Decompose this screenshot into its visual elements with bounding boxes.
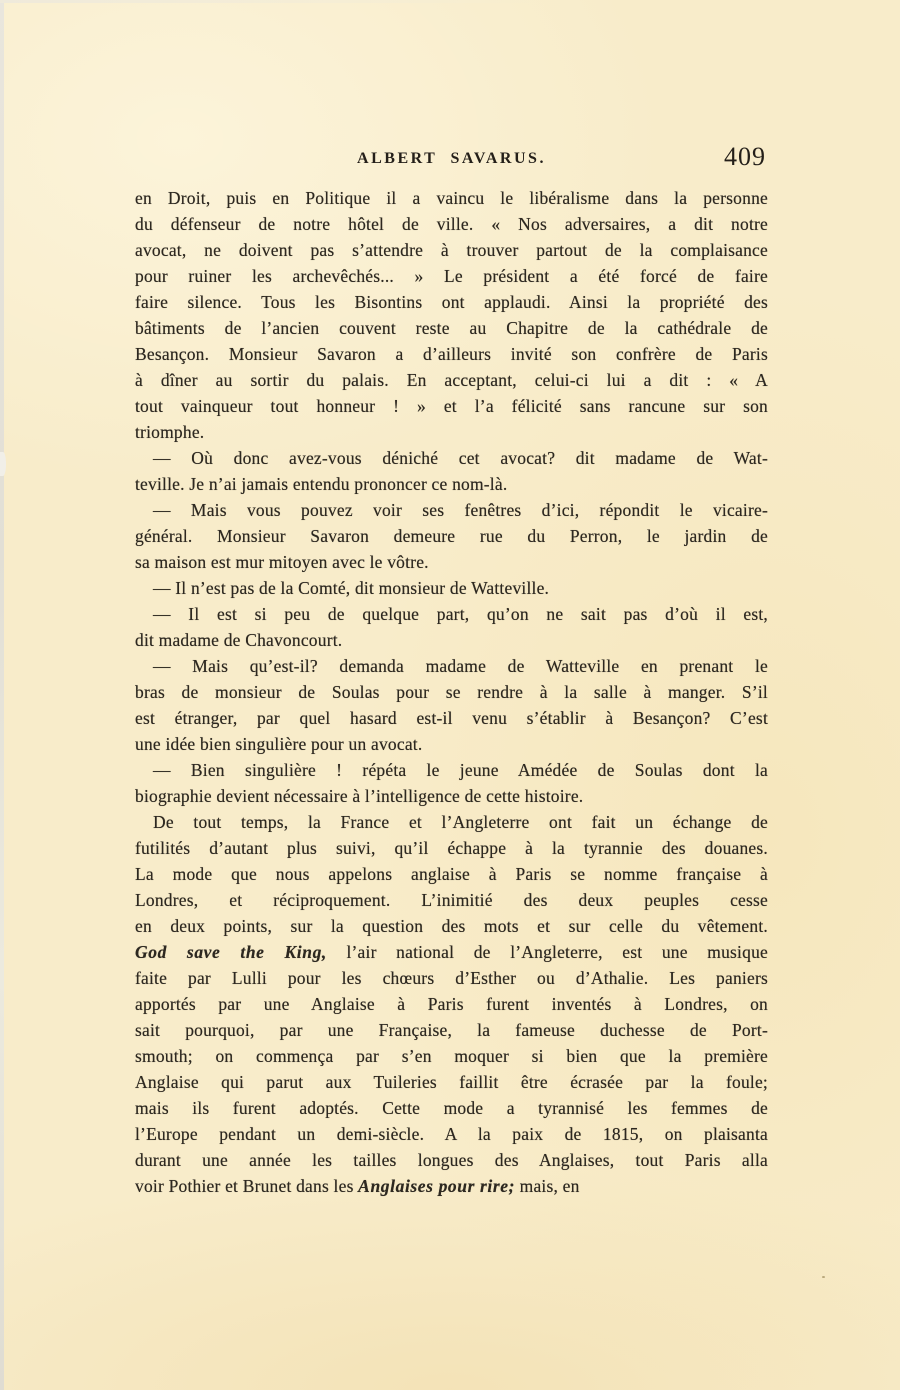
text-line: smouth; on commença par s’en moquer si bien que la première [135, 1046, 768, 1066]
page-number: 409 [724, 142, 766, 171]
emphasized-text: Anglaises pour rire; [358, 1176, 516, 1196]
text-line: God save the King, l’air national de l’Angleterre, est une musique [135, 942, 768, 962]
text-line: Anglaise qui parut aux Tuileries faillit être écrasée par la foule; [135, 1072, 768, 1092]
text-line: — Où donc avez-vous déniché cet avocat? dit madame de Wat- [153, 448, 768, 468]
page-header [135, 142, 768, 172]
text-line: — Il est si peu de quelque part, qu’on ne sait pas d’où il est, [153, 604, 768, 624]
text-line: bâtiments de l’ancien couvent reste au Chapitre de la cathédrale de [135, 318, 768, 338]
text-line: Besançon. Monsieur Savaron a d’ailleurs invité son confrère de Paris [135, 344, 768, 364]
running-title: ALBERT SAVARUS. [357, 150, 546, 167]
text-line: tout vainqueur tout honneur ! » et l’a félicité sans rancune sur son [135, 396, 768, 416]
text-line: une idée bien singulière pour un avocat. [135, 734, 423, 754]
text-line: du défenseur de notre hôtel de ville. « Nos adversaires, a dit notre [135, 214, 768, 234]
text-line: — Il n’est pas de la Comté, dit monsieur de Watteville. [153, 578, 550, 598]
text-line: Londres, et réciproquement. L’inimitié des deux peuples cesse [135, 890, 768, 910]
text-line: en deux points, sur la question des mots et sur celle du vêtement. [135, 916, 768, 936]
text-line: bras de monsieur de Soulas pour se rendre à la salle à manger. S’il [135, 682, 768, 702]
text-line: faite par Lulli pour les chœurs d’Esther ou d’Athalie. Les paniers [135, 968, 768, 988]
text-line: mais ils furent adoptés. Cette mode a tyrannisé les femmes de [135, 1098, 768, 1118]
text-line: — Mais qu’est-il? demanda madame de Watteville en prenant le [153, 656, 768, 676]
text-line: faire silence. Tous les Bisontins ont applaudi. Ainsi la propriété des [135, 292, 768, 312]
text-line: avocat, ne doivent pas s’attendre à trouver partout de la complaisance [135, 240, 768, 260]
text-line: — Bien singulière ! répéta le jeune Amédée de Soulas dont la [153, 760, 768, 780]
text-line: dit madame de Chavoncourt. [135, 630, 343, 650]
text-line: sait pourquoi, par une Française, la fameuse duchesse de Port- [135, 1020, 768, 1040]
text-line: La mode que nous appelons anglaise à Paris se nomme française à [135, 864, 768, 884]
text-line: triomphe. [135, 422, 205, 442]
text-line: à dîner au sortir du palais. En acceptant, celui-ci lui a dit : « A [135, 370, 768, 390]
text-line: sa maison est mur mitoyen avec le vôtre. [135, 552, 429, 572]
text-line: teville. Je n’ai jamais entendu prononcer ce nom-là. [135, 474, 508, 494]
text-line: pour ruiner les archevêchés... » Le président a été forcé de faire [135, 266, 768, 286]
text-line: apportés par une Anglaise à Paris furent inventés à Londres, on [135, 994, 768, 1014]
text-line: en Droit, puis en Politique il a vaincu le libéralisme dans la personne [135, 188, 768, 208]
text-line: général. Monsieur Savaron demeure rue du Perron, le jardin de [135, 526, 768, 546]
text-body [135, 185, 768, 1199]
text-line: futilités d’autant plus suivi, qu’il échappe à la tyrannie des douanes. [135, 838, 768, 858]
paper-speck [822, 1276, 825, 1278]
emphasized-text: God save the King, [135, 942, 327, 962]
text-line: De tout temps, la France et l’Angleterre ont fait un échange de [153, 812, 768, 832]
text-line: voir Pothier et Brunet dans les Anglaises pour rire; mais, en [135, 1176, 580, 1196]
text-line: biographie devient nécessaire à l’intelligence de cette histoire. [135, 786, 584, 806]
text-line: est étranger, par quel hasard est-il venu s’établir à Besançon? C’est [135, 708, 768, 728]
page-edge-notch [0, 452, 6, 476]
text-line: l’Europe pendant un demi-siècle. A la paix de 1815, on plaisanta [135, 1124, 768, 1144]
text-line: durant une année les tailles longues des Anglaises, tout Paris alla [135, 1150, 768, 1170]
text-line: — Mais vous pouvez voir ses fenêtres d’ici, répondit le vicaire- [153, 500, 768, 520]
text-block [135, 142, 768, 1199]
